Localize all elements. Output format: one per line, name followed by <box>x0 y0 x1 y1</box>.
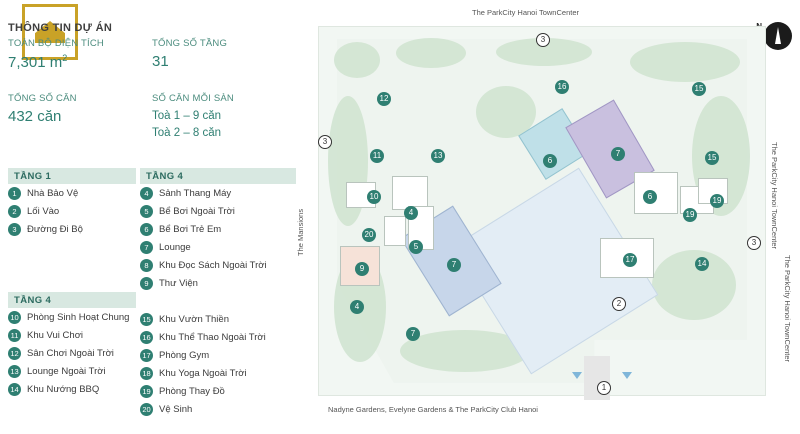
legend-item-label: Phòng Gym <box>159 350 210 361</box>
green-area <box>630 42 740 82</box>
legend-bullet: 2 <box>8 205 21 218</box>
legend-item[interactable] <box>8 363 136 380</box>
map-marker[interactable]: 6 <box>543 154 557 168</box>
legend-item[interactable] <box>8 345 136 362</box>
legend-item-label: Lối Vào <box>27 206 60 217</box>
map-marker[interactable]: 15 <box>705 151 719 165</box>
project-stats <box>8 36 296 151</box>
map-marker[interactable]: 19 <box>710 194 724 208</box>
direction-arrow-icon <box>622 372 632 379</box>
legend-bullet: 5 <box>140 205 153 218</box>
legend-item[interactable] <box>8 327 136 344</box>
legend-item[interactable] <box>8 221 136 238</box>
map-marker[interactable]: 13 <box>431 149 445 163</box>
legend-item-label: Khu Thể Thao Ngoài Trời <box>159 332 266 343</box>
stat-total-units-label: TỔNG SỐ CĂN <box>8 93 77 104</box>
legend-bullet: 11 <box>8 329 21 342</box>
legend-item[interactable] <box>140 203 296 220</box>
stat-units-per-floor-line2: Toà 2 – 8 căn <box>152 126 222 139</box>
building-unit <box>392 176 428 210</box>
map-marker[interactable]: 5 <box>409 240 423 254</box>
legend-item[interactable] <box>140 383 296 400</box>
green-area <box>334 42 380 78</box>
legend-section-floor1 <box>8 168 136 238</box>
legend-section-floor4-a <box>140 168 296 292</box>
map-caption-right-a: The ParkCity Hanoi TownCenter <box>770 142 779 249</box>
green-area <box>396 38 466 68</box>
stat-total-area-value: 7,301 $m^2$ <box>8 53 68 71</box>
legend-bullet: 10 <box>8 311 21 324</box>
map-marker[interactable]: 12 <box>377 92 391 106</box>
map-marker[interactable]: 20 <box>362 228 376 242</box>
legend-section-floor4-b <box>8 292 136 398</box>
building-unit <box>384 216 406 246</box>
map-marker[interactable]: 7 <box>611 147 625 161</box>
legend-item[interactable] <box>140 347 296 364</box>
legend-bullet: 8 <box>140 259 153 272</box>
legend-item-label: Lounge Ngoài Trời <box>27 366 106 377</box>
map-marker[interactable]: 6 <box>643 190 657 204</box>
compass-icon <box>764 22 792 50</box>
stat-total-floors-label: TỔNG SỐ TẦNG <box>152 38 228 49</box>
legend-bullet: 1 <box>8 187 21 200</box>
stat-total-area <box>8 36 138 81</box>
direction-arrow-icon <box>572 372 582 379</box>
map-marker[interactable]: 7 <box>447 258 461 272</box>
legend-bullet: 6 <box>140 223 153 236</box>
map-marker[interactable]: 1 <box>597 381 611 395</box>
legend-bullet: 12 <box>8 347 21 360</box>
map-marker[interactable]: 15 <box>692 82 706 96</box>
legend-bullet: 16 <box>140 331 153 344</box>
legend-item[interactable] <box>140 401 296 418</box>
legend-item-label: Khu Nướng BBQ <box>27 384 100 395</box>
map-marker[interactable]: 4 <box>404 206 418 220</box>
legend-item[interactable] <box>140 239 296 256</box>
stat-total-floors <box>152 36 282 81</box>
map-caption-bottom: Nadyne Gardens, Evelyne Gardens & The ParkCity Club Hanoi <box>328 405 538 414</box>
legend-item[interactable] <box>140 365 296 382</box>
map-marker[interactable]: 9 <box>355 262 369 276</box>
legend-section-floor1-heading: TẦNG 1 <box>8 168 136 184</box>
legend-item[interactable] <box>8 381 136 398</box>
legend-item-label: Lounge <box>159 242 191 253</box>
legend-item[interactable] <box>8 309 136 326</box>
map-marker[interactable]: 3 <box>747 236 761 250</box>
map-marker[interactable]: 7 <box>406 327 420 341</box>
stat-units-per-floor <box>152 91 282 151</box>
map-marker[interactable]: 17 <box>623 253 637 267</box>
legend-bullet: 4 <box>140 187 153 200</box>
legend-bullet: 19 <box>140 385 153 398</box>
map-caption-left: The Mansions <box>296 208 305 256</box>
legend-bullet: 13 <box>8 365 21 378</box>
map-marker[interactable]: 3 <box>318 135 332 149</box>
legend-bullet: 15 <box>140 313 153 326</box>
map-marker[interactable]: 14 <box>695 257 709 271</box>
legend-item-label: Thư Viện <box>159 278 198 289</box>
legend-section-floor4-c <box>140 310 296 418</box>
legend-section-floor4-b-heading: TẦNG 4 <box>8 292 136 308</box>
stat-total-units-value: 432 căn <box>8 108 62 125</box>
legend-item[interactable] <box>8 185 136 202</box>
legend-section-floor4-a-heading: TẦNG 4 <box>140 168 296 184</box>
legend-item-label: Đường Đi Bộ <box>27 224 83 235</box>
map-marker[interactable]: 19 <box>683 208 697 222</box>
map-marker[interactable]: 4 <box>350 300 364 314</box>
map-caption-right-b: The ParkCity Hanoi TownCenter <box>783 255 792 362</box>
page-title: THÔNG TIN DỰ ÁN <box>8 22 113 34</box>
legend-item-label: Bể Bơi Ngoài Trời <box>159 206 235 217</box>
legend-item-label: Bể Bơi Trẻ Em <box>159 224 222 235</box>
legend-item-label: Vệ Sinh <box>159 404 193 415</box>
stat-total-area-label: TOÀN BỘ DIỆN TÍCH <box>8 38 104 49</box>
legend-item[interactable] <box>140 221 296 238</box>
map-marker[interactable]: 11 <box>370 149 384 163</box>
legend-item-label: Khu Vườn Thiền <box>159 314 229 325</box>
legend-item[interactable] <box>140 275 296 292</box>
legend-item-label: Khu Vui Chơi <box>27 330 84 341</box>
legend-bullet: 17 <box>140 349 153 362</box>
legend-item-label: Sảnh Thang Máy <box>159 188 232 199</box>
legend-bullet: 20 <box>140 403 153 416</box>
legend-item-label: Phòng Thay Đồ <box>159 386 225 397</box>
legend-item-label: Nhà Bảo Vệ <box>27 188 79 199</box>
stat-total-units <box>8 91 138 151</box>
legend-item[interactable] <box>140 329 296 346</box>
green-area <box>652 250 736 320</box>
map-caption-top: The ParkCity Hanoi TownCenter <box>472 8 579 17</box>
legend-item[interactable] <box>140 311 296 328</box>
map-marker[interactable]: 3 <box>536 33 550 47</box>
legend-item[interactable] <box>140 257 296 274</box>
legend-bullet: 14 <box>8 383 21 396</box>
legend-item[interactable] <box>8 203 136 220</box>
legend-item-label: Sân Chơi Ngoài Trời <box>27 348 114 359</box>
legend-bullet: 18 <box>140 367 153 380</box>
legend-item[interactable] <box>140 185 296 202</box>
stat-units-per-floor-label: SỐ CĂN MỖI SÀN <box>152 93 234 104</box>
legend-bullet: 9 <box>140 277 153 290</box>
stat-total-floors-value: 31 <box>152 53 169 70</box>
map-marker[interactable]: 10 <box>367 190 381 204</box>
legend-bullet: 7 <box>140 241 153 254</box>
map-marker[interactable]: 16 <box>555 80 569 94</box>
map-marker[interactable]: 2 <box>612 297 626 311</box>
masterplan-map[interactable] <box>296 0 800 434</box>
legend-item-label: Khu Đọc Sách Ngoài Trời <box>159 260 267 271</box>
project-info-panel <box>0 0 300 434</box>
legend-item-label: Khu Yoga Ngoài Trời <box>159 368 247 379</box>
legend-item-label: Phòng Sinh Hoạt Chung <box>27 312 130 323</box>
legend-bullet: 3 <box>8 223 21 236</box>
stat-units-per-floor-line1: Toà 1 – 9 căn <box>152 110 222 122</box>
